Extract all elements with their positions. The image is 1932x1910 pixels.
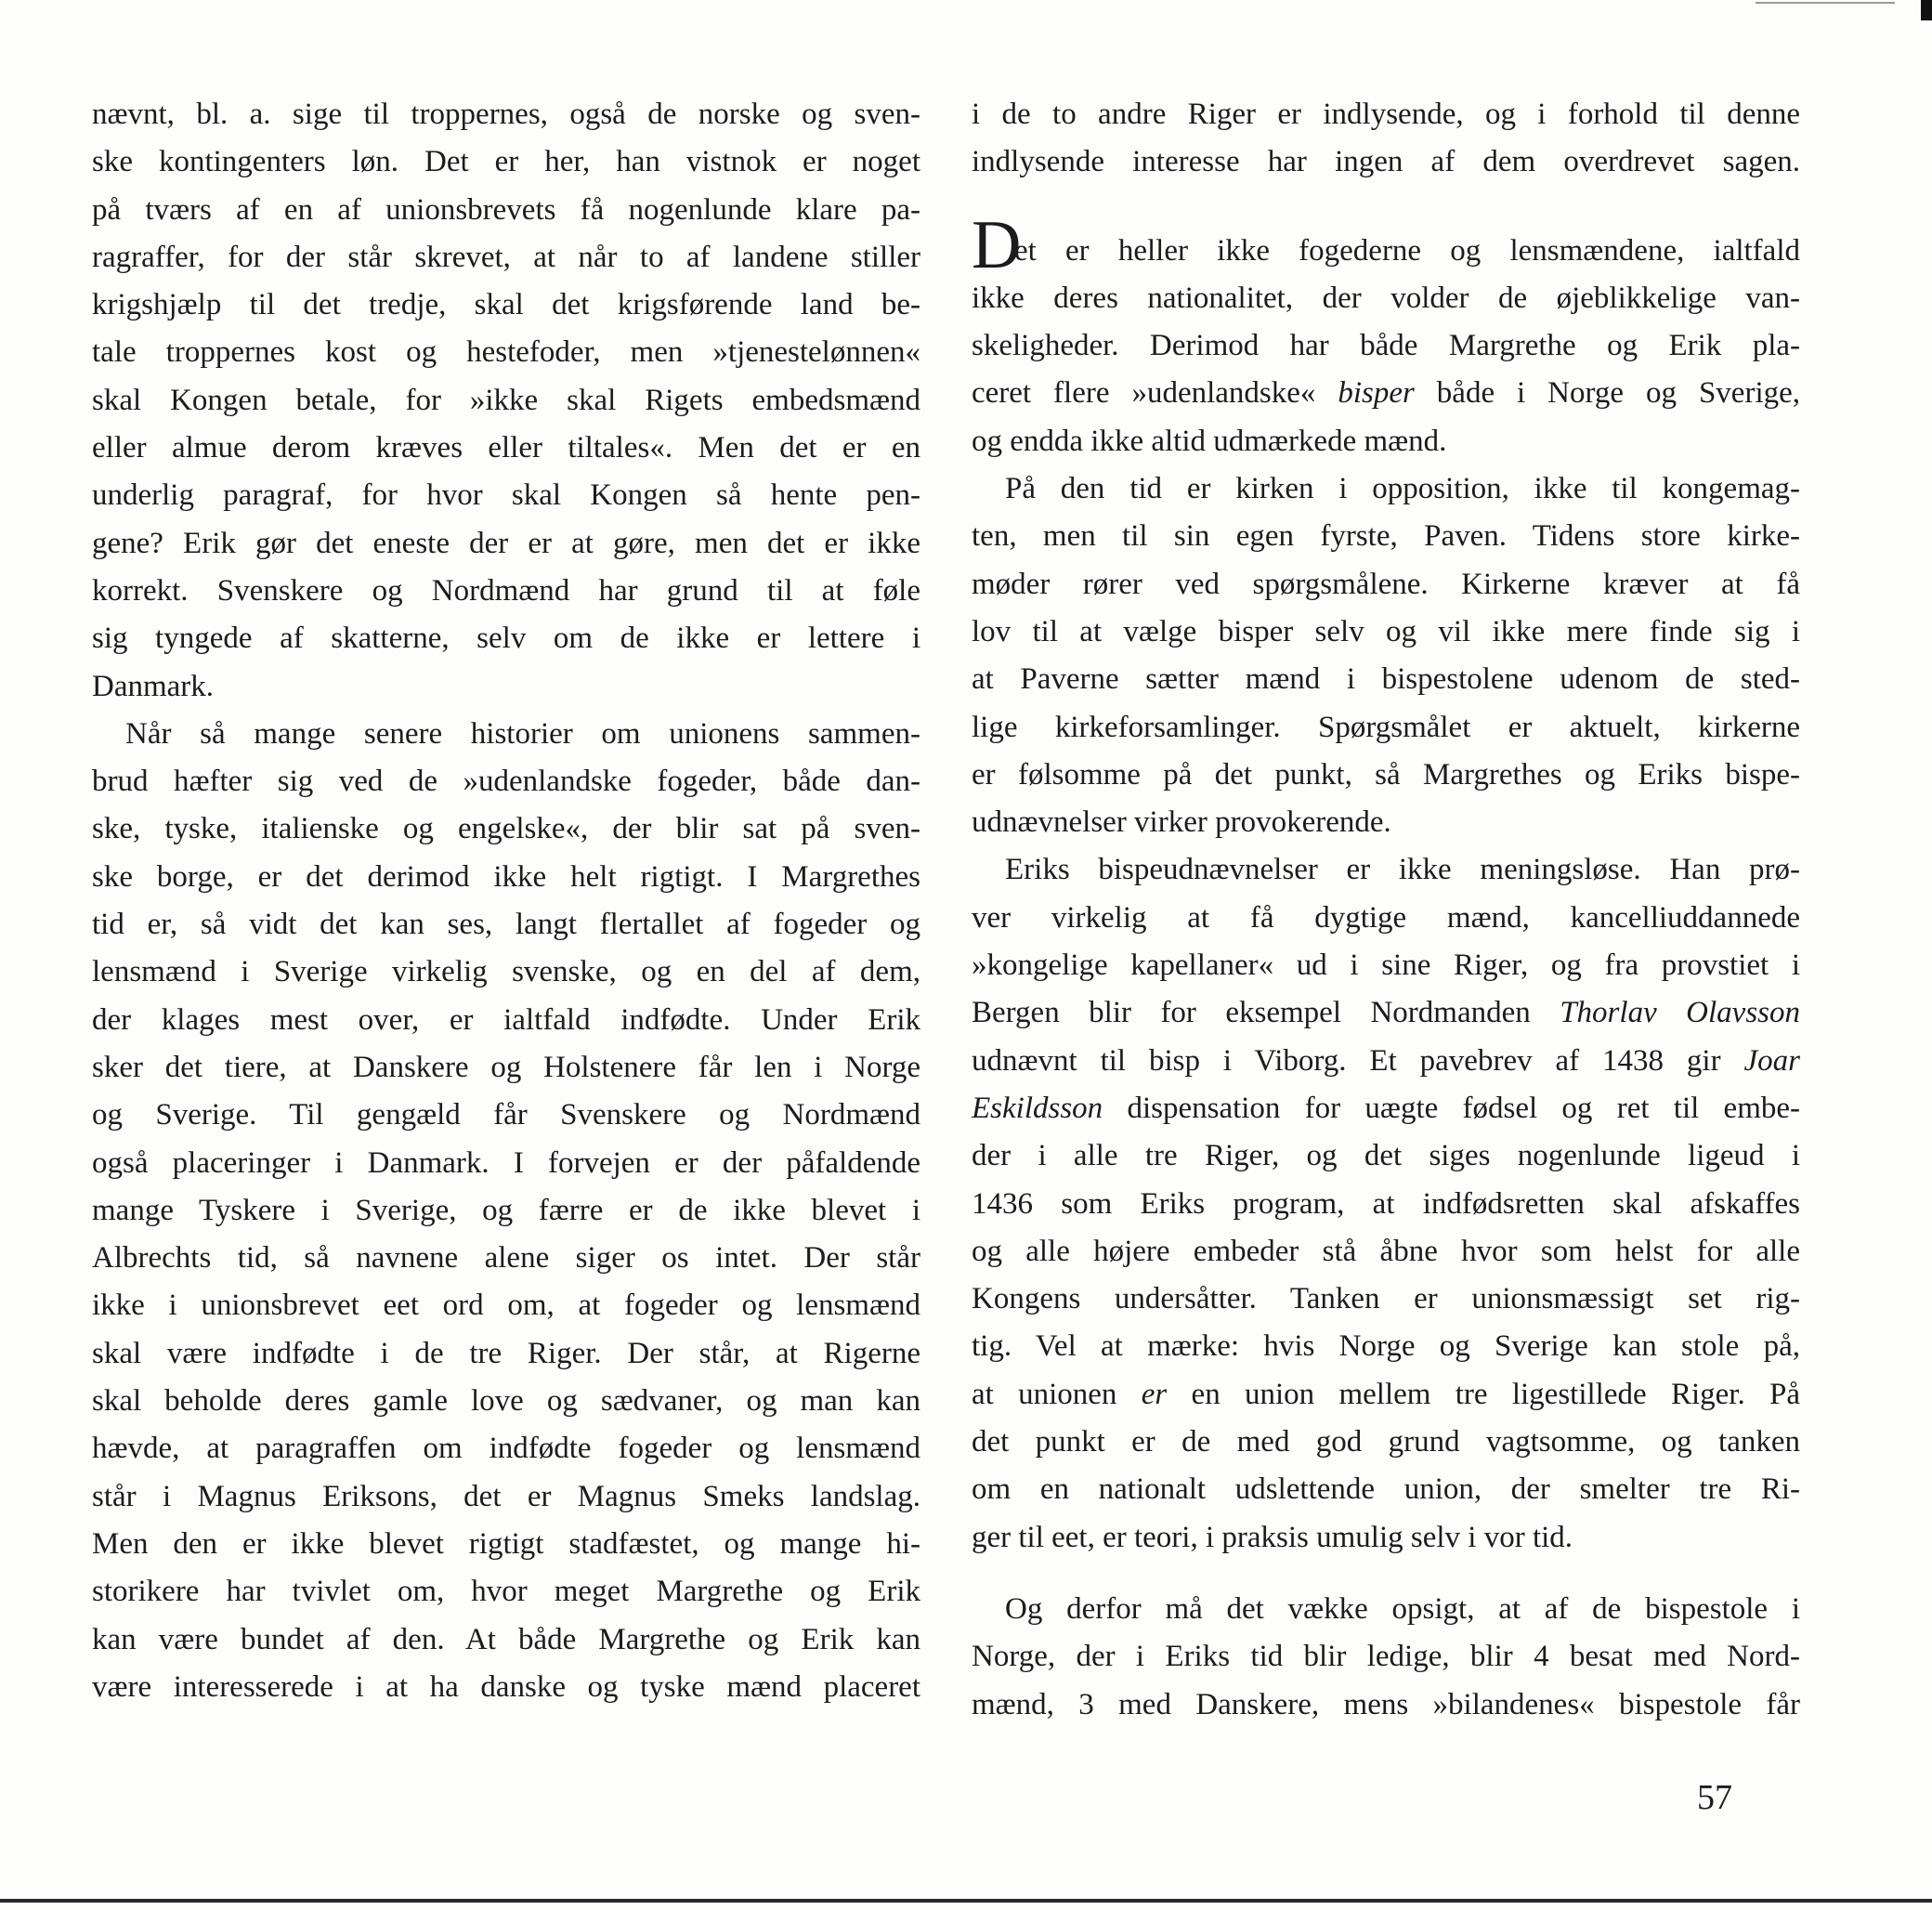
- text-line: ver virkelig at få dygtige mænd, kancelliuddannede: [972, 900, 1800, 935]
- text-line: [972, 1371, 1800, 1419]
- text-line: 1436 som Eriks program, at indfødsretten skal afskaffes: [972, 1186, 1800, 1221]
- text-line: [972, 206, 1800, 283]
- text-line: Norge, der i Eriks tid blir ledige, blir 4 besat med Nord-: [972, 1640, 1800, 1674]
- text-line: ikke deres nationalitet, der volder de øjeblikkelige van-: [972, 281, 1800, 315]
- text-line: skal beholde deres gamle love og sædvaner, og man kan: [92, 1384, 920, 1419]
- text-line: korrekt. Svenskere og Nordmænd har grund til at føle: [92, 573, 920, 608]
- text-line: tid er, så vidt det kan ses, langt flertallet af fogeder og: [92, 908, 920, 942]
- text-line: tale troppernes kost og hestefoder, men »tjenestelønnen«: [92, 335, 920, 370]
- text-line: ske borge, er det derimod ikke helt rigtigt. I Margrethes: [92, 859, 920, 894]
- text-line: ragraffer, for der står skrevet, at når to af landene stiller: [92, 240, 920, 274]
- text-line: i de to andre Riger er indlysende, og i forhold til denne: [972, 98, 1800, 131]
- section-break: [972, 187, 1800, 228]
- text-line: nævnt, bl. a. sige til troppernes, også de norske og sven-: [92, 98, 920, 131]
- text-line: udnævnelser virker provokerende.: [972, 805, 1391, 840]
- text-line: være interesserede i at ha danske og tyske mænd placeret: [92, 1669, 920, 1704]
- text-line: Når så mange senere historier om unionens sammen-: [125, 716, 920, 751]
- text-line: skal være indfødte i de tre Riger. Der står, at Rigerne: [92, 1336, 920, 1370]
- text-line: der klages mest over, er ialtfald indfødte. Under Erik: [92, 1002, 920, 1037]
- text-line: mænd, 3 med Danskere, mens »bilandenes« bispestole får: [972, 1687, 1800, 1721]
- left-column: [92, 91, 920, 1711]
- text-fragment: et er heller ikke fogederne og lensmændene, ialtfald: [1014, 233, 1800, 268]
- text-line: Eriks bispeudnævnelser er ikke meningsløse. Han prø-: [1005, 853, 1800, 887]
- bottom-rule: [0, 1899, 1932, 1903]
- text-line: om en nationalt udslettende union, der smelter tre Ri-: [972, 1472, 1800, 1507]
- text-line: ger til eet, er teori, i praksis umulig selv i vor tid.: [972, 1520, 1573, 1554]
- text-line: og endda ikke altid udmærkede mænd.: [972, 424, 1447, 458]
- text-line: indlysende interesse har ingen af dem overdrevet sagen.: [972, 145, 1800, 179]
- italic-text: bisper: [1338, 376, 1415, 411]
- text-fragment: både i Norge og Sverige,: [1414, 376, 1801, 411]
- text-line: storikere har tvivlet om, hvor meget Margrethe og Erik: [92, 1575, 920, 1609]
- text-line: ske, tyske, italienske og engelske«, der blir sat på sven-: [92, 812, 920, 846]
- text-line: lige kirkeforsamlinger. Spørgsmålet er aktuelt, kirkerne: [972, 710, 1800, 744]
- text-line: tig. Vel at mærke: hvis Norge og Sverige kan stole på,: [972, 1329, 1800, 1364]
- text-line: Og derfor må det vække opsigt, at af de bispestole i: [1005, 1591, 1800, 1626]
- text-line: skal Kongen betale, for »ikke skal Rigets embedsmænd: [92, 383, 920, 417]
- text-line: står i Magnus Eriksons, det er Magnus Smeks landslag.: [92, 1479, 920, 1513]
- text-line: Albrechts tid, så navnene alene siger os intet. Der står: [92, 1241, 920, 1276]
- text-line: underlig paragraf, for hvor skal Kongen så hente pen-: [92, 478, 920, 513]
- text-line: og alle højere embeder stå åbne hvor som helst for alle: [972, 1234, 1800, 1268]
- text-line: lov til at vælge bisper selv og vil ikke mere finde sig i: [972, 614, 1800, 648]
- text-fragment: ceret flere »udenlandske«: [972, 376, 1338, 411]
- text-line: ten, men til sin egen fyrste, Paven. Tidens store kirke-: [972, 519, 1800, 554]
- text-line: På den tid er kirken i opposition, ikke til kongemag-: [1005, 472, 1800, 506]
- italic-text: Thorlav Olavsson: [1560, 996, 1801, 1030]
- text-line: Danmark.: [92, 669, 215, 703]
- text-fragment: dispensation for uægte fødsel og ret til embe-: [1103, 1091, 1800, 1125]
- drop-cap: D: [972, 206, 1022, 283]
- text-line: hævde, at paragraffen om indfødte fogeder og lensmænd: [92, 1432, 920, 1466]
- text-fragment: udnævnt til bisp i Viborg. Et pavebrev af 1438 gir: [972, 1043, 1744, 1078]
- text-line: krigshjælp til det tredje, skal det krigsførende land be-: [92, 288, 920, 322]
- text-line: lensmænd i Sverige virkelig svenske, og en del af dem,: [92, 955, 920, 989]
- paragraph-space: [972, 1562, 1800, 1586]
- text-line: mange Tyskere i Sverige, og færre er de ikke blevet i: [92, 1193, 920, 1227]
- text-line: sig tyngede af skatterne, selv om de ikke er lettere i: [92, 621, 920, 656]
- text-line: der i alle tre Riger, og det siges nogenlunde ligeud i: [972, 1139, 1800, 1173]
- page-number: 57: [1697, 1778, 1732, 1817]
- text-line: ikke i unionsbrevet eet ord om, at fogeder og lensmænd: [92, 1289, 920, 1323]
- text-line: skeligheder. Derimod har både Margrethe og Erik pla-: [972, 329, 1800, 363]
- text-line: [972, 370, 1800, 417]
- text-line: også placeringer i Danmark. I forvejen er der påfaldende: [92, 1145, 920, 1180]
- text-line: og Sverige. Til gengæld får Svenskere og Nordmænd: [92, 1098, 920, 1132]
- italic-text: er: [1141, 1377, 1168, 1411]
- text-fragment: at unionen: [972, 1377, 1142, 1411]
- text-line: ske kontingenters løn. Det er her, han vistnok er noget: [92, 145, 920, 179]
- text-line: Men den er ikke blevet rigtigt stadfæstet, og mange hi-: [92, 1526, 920, 1561]
- text-line: det punkt er de med god grund vagtsomme, og tanken: [972, 1425, 1800, 1459]
- text-line: brud hæfter sig ved de »udenlandske fogeder, både dan-: [92, 765, 920, 799]
- text-line: Kongens undersåtter. Tanken er unionsmæssigt set rig-: [972, 1282, 1800, 1316]
- text-fragment: Bergen blir for eksempel Nordmanden: [972, 996, 1560, 1030]
- text-line: [972, 1085, 1800, 1132]
- text-line: eller almue derom kræves eller tiltales«. Men det er en: [92, 431, 920, 465]
- italic-text: Joar: [1743, 1043, 1800, 1078]
- text-line: [972, 989, 1800, 1037]
- corner-mark: [1921, 0, 1932, 20]
- text-line: på tværs af en af unionsbrevets få nogenlunde klare pa-: [92, 192, 920, 227]
- text-fragment: en union mellem tre ligestillede Riger. På: [1167, 1377, 1800, 1411]
- text-line: sker det tiere, at Danskere og Holstenere får len i Norge: [92, 1050, 920, 1084]
- italic-text: Eskildsson: [972, 1091, 1103, 1125]
- text-line: [972, 1038, 1800, 1085]
- text-line: at Paverne sætter mænd i bispestolene udenom de sted-: [972, 662, 1800, 697]
- top-rule: [1756, 2, 1895, 4]
- text-line: kan være bundet af den. At både Margrethe og Erik kan: [92, 1622, 920, 1656]
- text-line: møder rører ved spørgsmålene. Kirkerne kræver at få: [972, 567, 1800, 601]
- text-line: »kongelige kapellaner« ud i sine Riger, og fra provstiet i: [972, 948, 1800, 983]
- text-line: gene? Erik gør det eneste der er at gøre, men det er ikke: [92, 526, 920, 560]
- text-line: er følsomme på det punkt, så Margrethes og Eriks bispe-: [972, 757, 1800, 791]
- right-column: [972, 91, 1800, 1729]
